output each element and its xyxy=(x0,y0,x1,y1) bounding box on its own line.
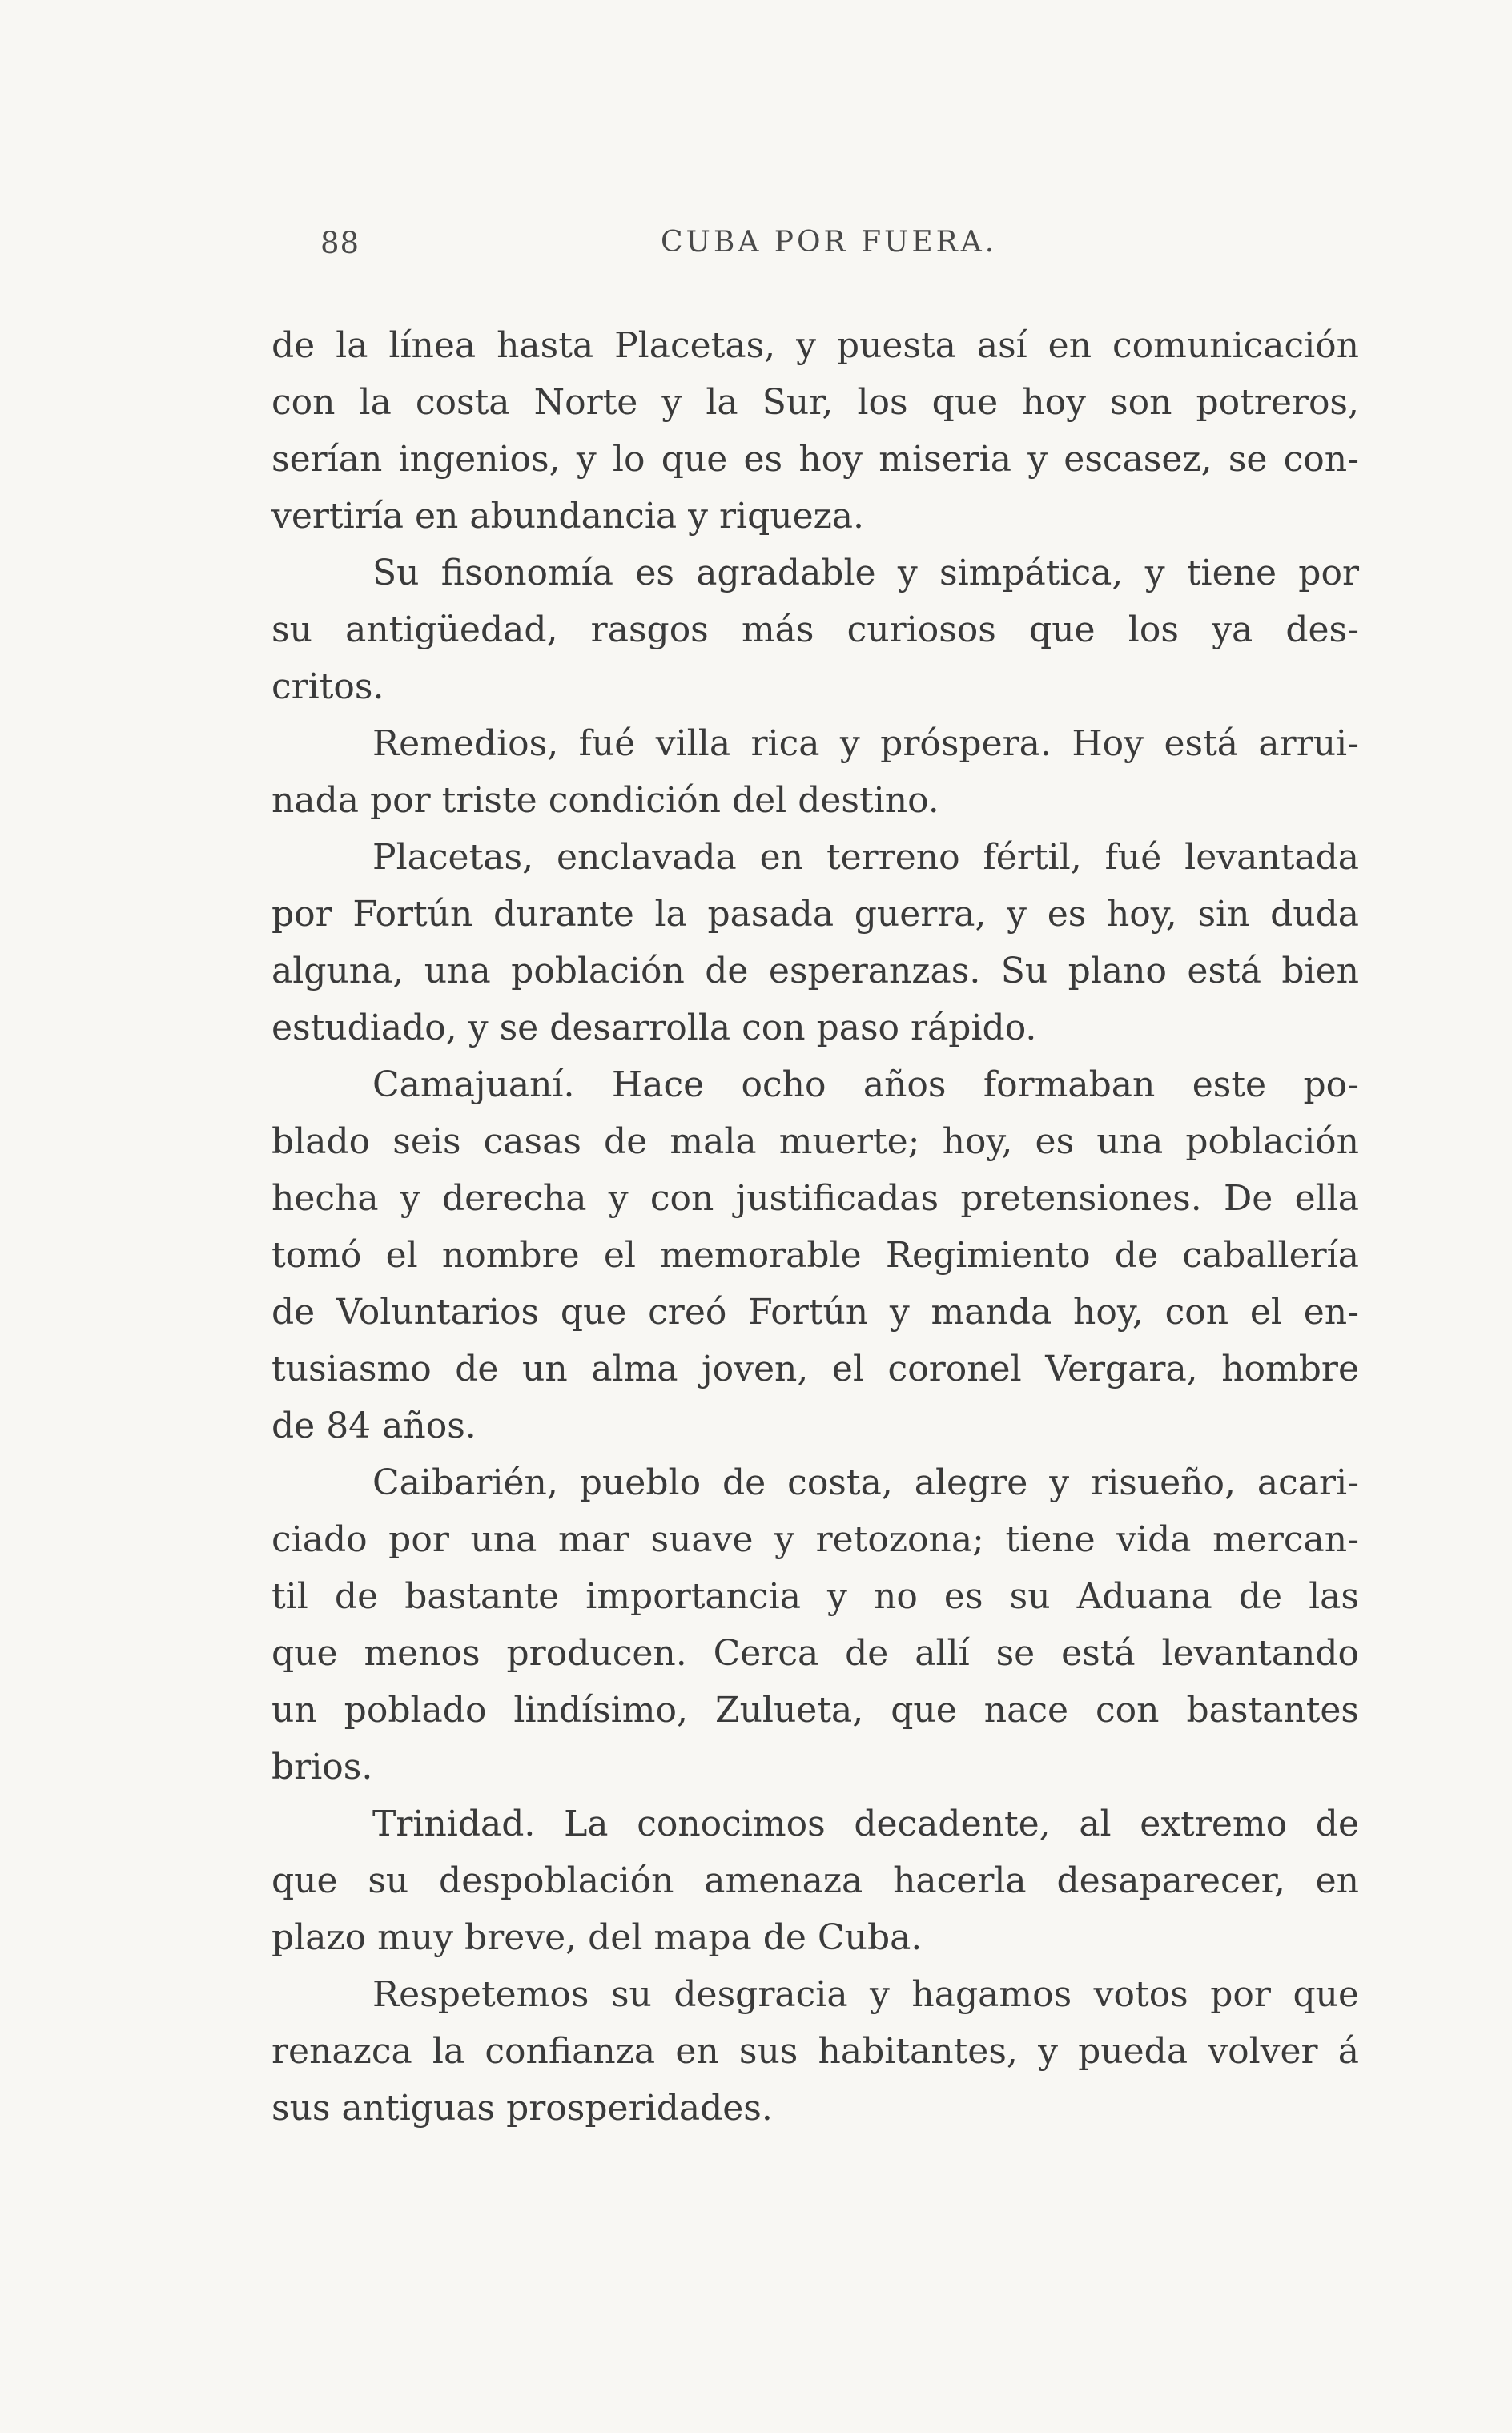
text-line: Camajuaní. Hace ocho años formaban este po- xyxy=(372,1064,1359,1105)
text-line: sus antiguas prosperidades. xyxy=(271,2088,773,2129)
text-line: Remedios, fué villa rica y próspera. Hoy está arrui- xyxy=(372,723,1359,764)
text-line: nada por triste condición del destino. xyxy=(271,780,939,821)
text-line: renazca la confianza en sus habitantes, y pueda volver á xyxy=(271,2031,1359,2072)
text-line: tusiasmo de un alma joven, el coronel Vergara, hombre xyxy=(271,1349,1359,1389)
text-line: tomó el nombre el memorable Regimiento de caballería xyxy=(271,1235,1359,1276)
text-line: blado seis casas de mala muerte; hoy, es una población xyxy=(271,1121,1359,1162)
page-number: 88 xyxy=(320,226,360,260)
text-line: con la costa Norte y la Sur, los que hoy son potreros, xyxy=(271,382,1359,423)
text-line: Caibarién, pueblo de costa, alegre y risueño, acari- xyxy=(372,1462,1359,1503)
page-header xyxy=(320,226,1201,274)
text-line: de 84 años. xyxy=(271,1406,477,1446)
text-line: vertiría en abundancia y riqueza. xyxy=(271,496,865,537)
text-line: de la línea hasta Placetas, y puesta así en comunicación xyxy=(271,325,1359,366)
text-line: alguna, una población de esperanzas. Su plano está bien xyxy=(271,951,1359,991)
text-line: Trinidad. La conocimos decadente, al extremo de xyxy=(372,1804,1359,1844)
text-line: critos. xyxy=(271,666,384,707)
text-line: que menos producen. Cerca de allí se está levantando xyxy=(271,1633,1359,1674)
text-line: serían ingenios, y lo que es hoy miseria y escasez, se con- xyxy=(271,439,1359,480)
text-line: Su fisonomía es agradable y simpática, y tiene por xyxy=(372,553,1359,593)
text-line: Respetemos su desgracia y hagamos votos por que xyxy=(372,1974,1359,2015)
text-line: til de bastante importancia y no es su Aduana de las xyxy=(271,1576,1359,1617)
text-line: un poblado lindísimo, Zulueta, que nace con bastantes xyxy=(271,1690,1359,1731)
text-line: que su despoblación amenaza hacerla desaparecer, en xyxy=(271,1860,1359,1901)
text-line: por Fortún durante la pasada guerra, y es hoy, sin duda xyxy=(271,894,1359,935)
text-line: su antigüedad, rasgos más curiosos que los ya des- xyxy=(271,609,1359,650)
text-line: estudiado, y se desarrolla con paso rápido. xyxy=(271,1007,1037,1048)
text-line: de Voluntarios que creó Fortún y manda hoy, con el en- xyxy=(271,1292,1359,1333)
text-line: brios. xyxy=(271,1747,373,1788)
text-line: Placetas, enclavada en terreno fértil, fué levantada xyxy=(372,837,1359,878)
text-line: plazo muy breve, del mapa de Cuba. xyxy=(271,1917,923,1958)
running-title: CUBA POR FUERA. xyxy=(661,226,998,259)
text-line: ciado por una mar suave y retozona; tiene vida mercan- xyxy=(271,1519,1359,1560)
text-line: hecha y derecha y con justificadas pretensiones. De ella xyxy=(271,1178,1359,1219)
body-text xyxy=(271,317,1359,2137)
